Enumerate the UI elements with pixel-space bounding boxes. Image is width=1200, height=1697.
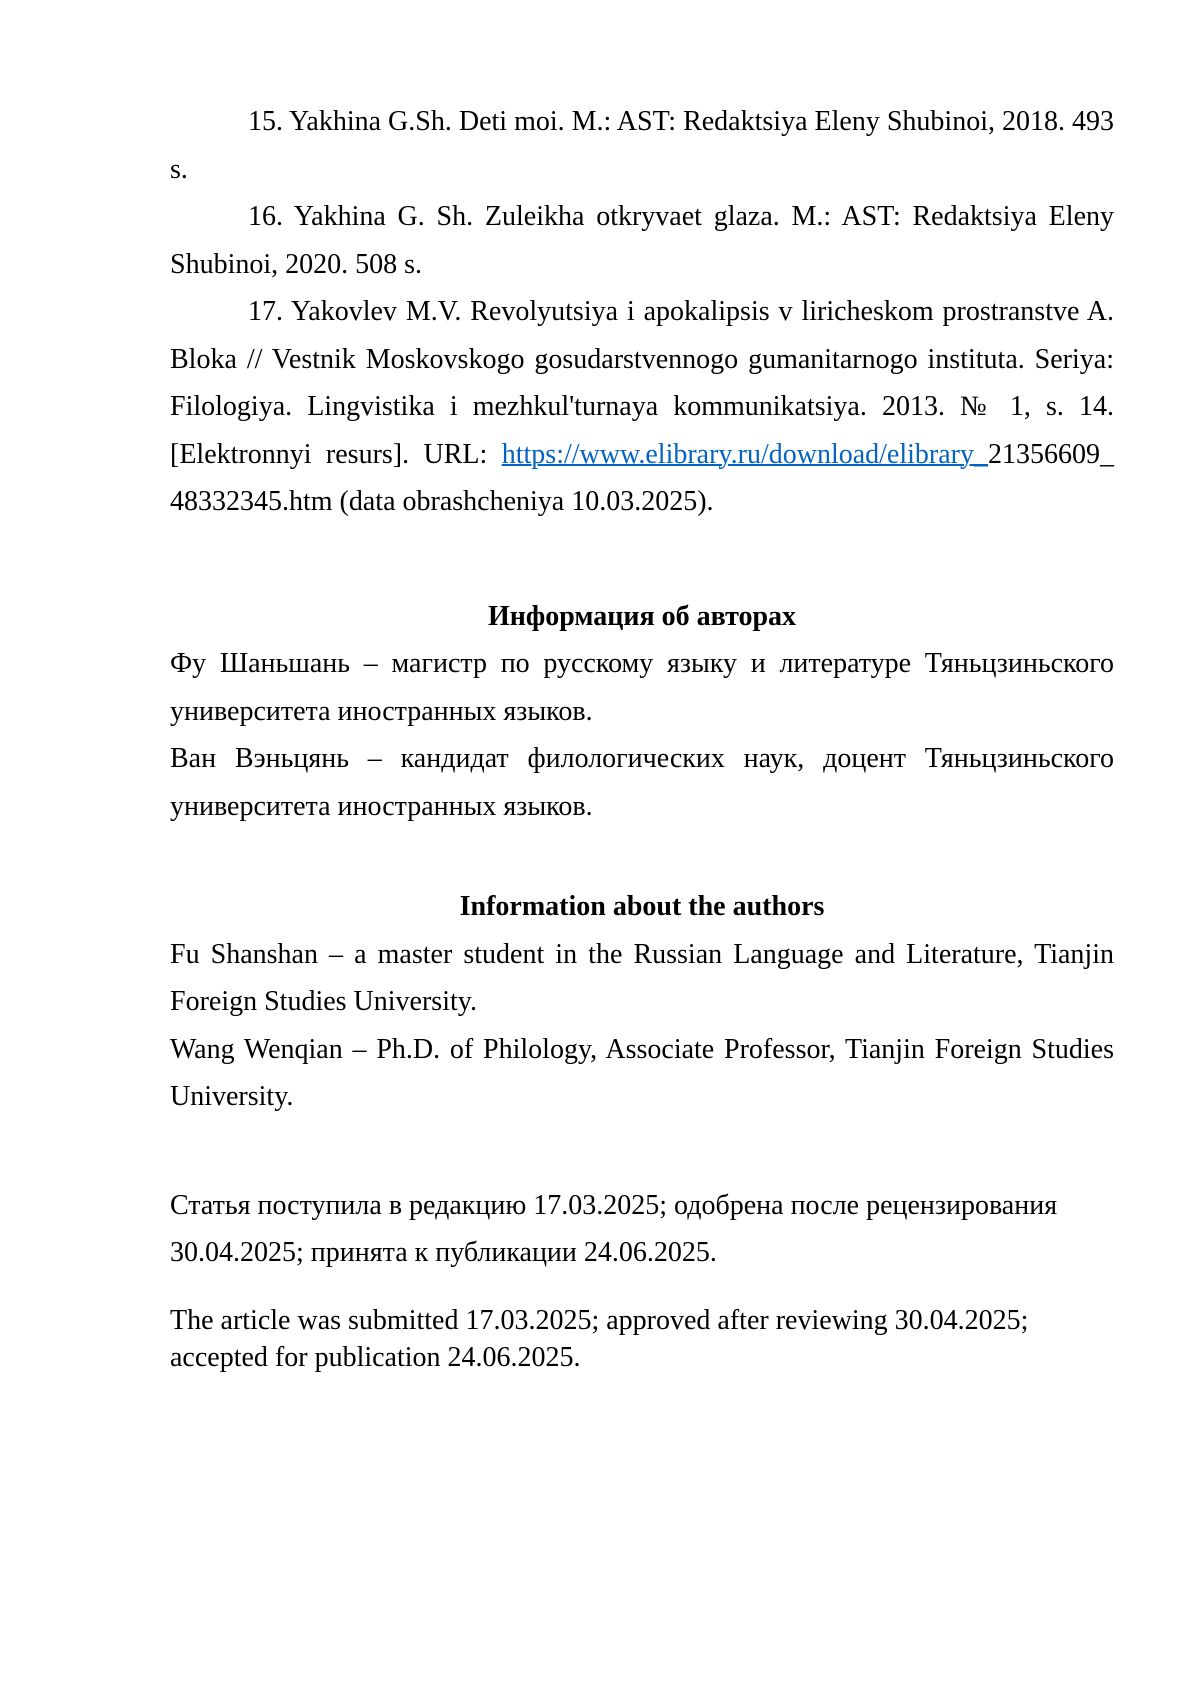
reference-item-15: 15. Yakhina G.Sh. Deti moi. M.: AST: Redaktsiya Eleny Shubinoi, 2018. 493 s. — [170, 106, 1114, 185]
author-bio-en-fu-shanshan: Fu Shanshan – a master student in the Russian Language and Literature, Tianjin Foreign Studies University. — [170, 938, 1114, 1017]
author-bio-ru-fu-shanshan: Фу Шаньшань – магистр по русскому языку и литературе Тяньцзиньского университета иностранных языков. — [170, 648, 1114, 727]
author-bio-en-wang-wenqian: Wang Wenqian – Ph.D. of Philology, Associate Professor, Tianjin Foreign Studies University. — [170, 1033, 1114, 1112]
authors-info-heading-ru: Информация об авторах — [487, 600, 797, 632]
reference-17-text: 17. Yakovlev M.V. Revolyutsiya i apokalipsis v liricheskom prostranstve A. Bloka // Vestnik Moskovskogo gosudarstvennogo gumanitarnogo instituta. Seriya: Filologiya. Lingvistika i mezhkul'turnaya kommunikatsiya. 2013. № 1, s. 14. [Elektronnyi resurs]. URL: — [170, 296, 1114, 470]
reference-17-url-tail-2: 48332345.htm (data obrashcheniya 10.03.2025). — [170, 486, 714, 517]
reference-17-url-tail-1: 21356609_ — [988, 438, 1114, 470]
author-bio-ru-wang-wenqian: Ван Вэньцянь – кандидат филологических наук, доцент Тяньцзиньского университета иностранных языков. — [170, 743, 1114, 822]
authors-info-heading-en: Information about the authors — [459, 891, 825, 922]
reference-item-16: 16. Yakhina G. Sh. Zuleikha otkryvaet glaza. M.: AST: Redaktsiya Eleny Shubinoi, 2020. 508 s. — [170, 201, 1114, 280]
submission-dates-ru: Статья поступила в редакцию 17.03.2025; одобрена после рецензирования 30.04.2025; принята к публикации 24.06.2025. — [170, 1189, 1058, 1268]
submission-dates-en: The article was submitted 17.03.2025; approved after reviewing 30.04.2025; accepted for publication 24.06.2025. — [170, 1304, 1029, 1373]
elibrary-url-link[interactable]: https://www.elibrary.ru/download/elibrary_ — [501, 438, 988, 470]
reference-item-17 — [170, 288, 1114, 526]
